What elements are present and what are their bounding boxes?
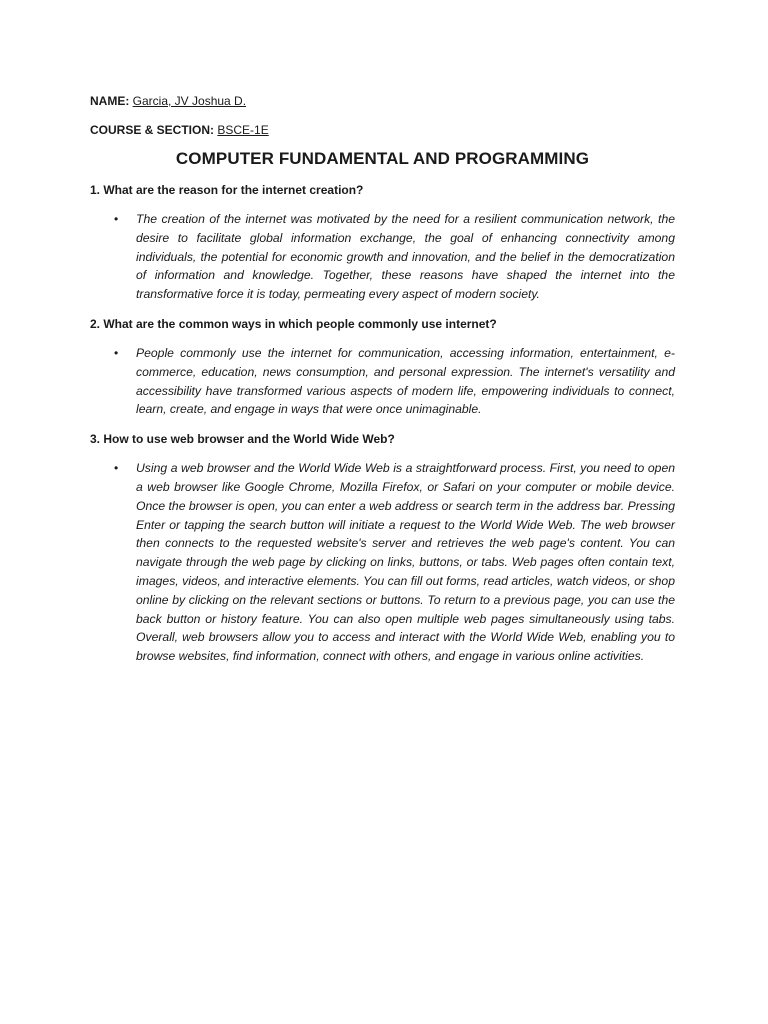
- bullet-icon: •: [114, 461, 119, 476]
- answer-3-text: Using a web browser and the World Wide Web is a straightforward process. First, you need to open a web browser like Google Chrome, Mozilla Firefox, or Safari on your computer or mobile device. Once the browser is open, you can enter a web address or search term in the address bar. Pressing Enter or tapping the search button will initiate a request to the World Wide Web. The web browser then connects to the requested website's server and retrieves the web page's content. You can navigate through the web page by clicking on links, buttons, or tabs. Web pages often contain text, images, videos, and interactive elements. You can fill out forms, read articles, watch videos, or shop online by clicking on the relevant sections or buttons. To return to a previous page, you can use the back button or history feature. You can also open multiple web pages simultaneously using tabs. Overall, web browsers allow you to access and interact with the World Wide Web, enabling you to browse websites, find information, connect with others, and engage in various online activities.: [136, 461, 675, 664]
- question-3: 3. How to use web browser and the World Wide Web?: [90, 432, 395, 447]
- name-field: [90, 93, 675, 109]
- name-value: Garcia, JV Joshua D.: [132, 94, 247, 108]
- question-1: 1. What are the reason for the internet creation?: [90, 183, 364, 197]
- question-2: 2. What are the common ways in which people commonly use internet?: [90, 316, 497, 331]
- answer-3: [114, 459, 675, 666]
- document-title: COMPUTER FUNDAMENTAL AND PROGRAMMING: [175, 149, 590, 168]
- bullet-icon: •: [114, 212, 119, 226]
- course-section-value: BSCE-1E: [217, 123, 269, 137]
- answer-2-text: People commonly use the internet for communication, accessing information, entertainment, e-commerce, education, news consumption, and personal expression. The internet's versatility and accessibility have transformed various aspects of modern life, empowering individuals to connect, learn, create, and engage in ways that were once unimaginable.: [136, 345, 675, 417]
- bullet-icon: •: [114, 345, 119, 360]
- name-label: NAME:: [90, 94, 130, 108]
- answer-2: [114, 344, 675, 419]
- course-section-field: [90, 122, 675, 138]
- answer-1-text: The creation of the internet was motivated by the need for a resilient communication network, the desire to facilitate global information exchange, the goal of enhancing connectivity among individuals, the potential for economic growth and innovation, and the belief in the democratization of information and knowledge. Together, these reasons have shaped the internet into the transformative force it is today, permeating every aspect of modern society.: [136, 212, 675, 302]
- course-section-label: COURSE & SECTION:: [90, 123, 215, 137]
- document-body: [90, 93, 675, 666]
- answer-1: [114, 210, 675, 304]
